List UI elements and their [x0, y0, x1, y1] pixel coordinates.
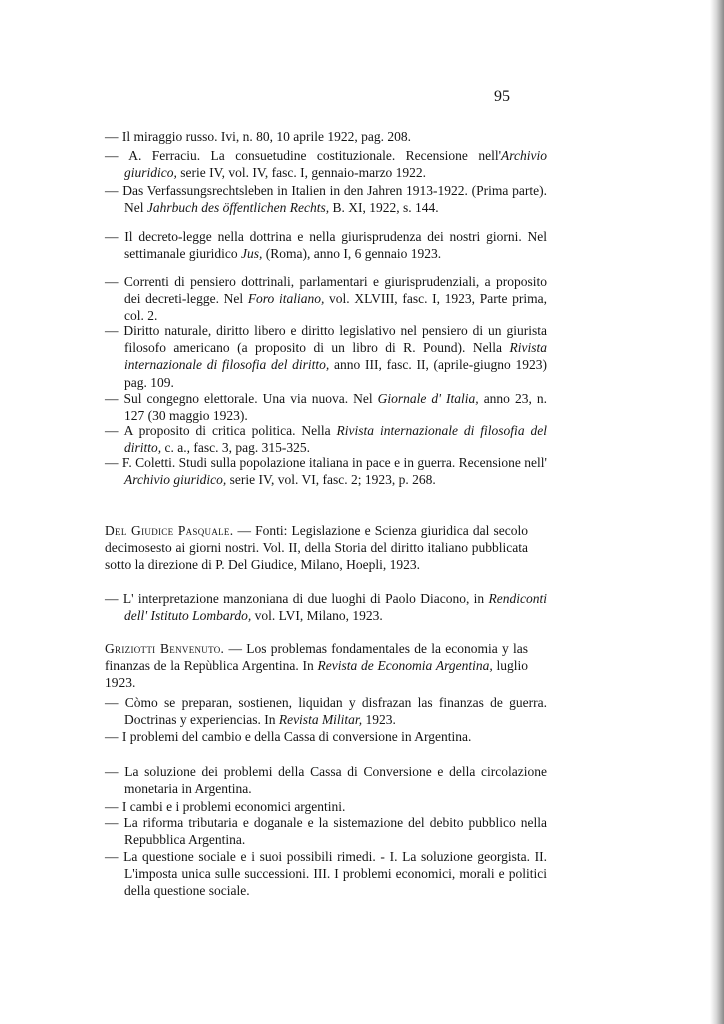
publication-title: Rendiconti dell' Istituto Lombardo, — [124, 591, 547, 624]
bibliography-entry: — La questione sociale e i suoi possibili rimedi. - I. La soluzione georgista. II. L'imposta unica sulle successioni. III. I problemi economici, morali e politici della questione sociale. — [105, 849, 547, 899]
bibliography-entry: — Correnti di pensiero dottrinali, parlamentari e giurisprudenziali, a proposito dei decreti-legge. Nel Foro italiano, vol. XLVIII, fasc. I, 1923, Parte prima, col. 2. — [105, 274, 547, 324]
bibliography-entry: — A. Ferraciu. La consuetudine costituzionale. Recensione nell'Archivio giuridico, serie IV, vol. IV, fasc. I, gennaio-marzo 1922. — [105, 148, 547, 181]
page-number: 95 — [494, 88, 510, 105]
author-name: Del Giudice Pasquale. — [105, 523, 234, 538]
publication-title: Giornale d' Italia, — [377, 391, 479, 406]
bibliography-entry: — F. Coletti. Studi sulla popolazione italiana in pace e in guerra. Recensione nell' Archivio giuridico, serie IV, vol. VI, fasc. 2; 1923, p. 268. — [105, 455, 547, 488]
bibliography-entry: Del Giudice Pasquale. — Fonti: Legislazione e Scienza giuridica dal secolo decimosesto ai giorni nostri. Vol. II, della Storia del diritto italiano pubblicata sotto la direzione di P. Del Giudice, Milano, Hoepli, 1923. — [105, 523, 529, 573]
author-name: Griziotti Benvenuto. — [105, 641, 225, 656]
publication-title: Jahrbuch des öffentlichen Rechts, — [146, 200, 330, 216]
bibliography-entry: — Das Verfassungsrechtsleben in Italien in den Jahren 1913-1922. (Prima parte). Nel Jahrbuch des öffentlichen Rechts, B. XI, 1922, s. 144. — [105, 183, 547, 216]
page-edge-shadow — [710, 0, 724, 1024]
bibliography-entry: — L' interpretazione manzoniana di due luoghi di Paolo Diacono, in Rendiconti dell' Istituto Lombardo, vol. LVI, Milano, 1923. — [105, 591, 547, 624]
publication-title: Archivio giuridico, — [124, 148, 547, 181]
bibliography-entry: — Còmo se preparan, sostienen, liquidan y disfrazan las finanzas de guerra. Doctrinas y experiencias. In Revista Militar, 1923. — [105, 695, 547, 728]
bibliography-entry: — Sul congegno elettorale. Una via nuova. Nel Giornale d' Italia, anno 23, n. 127 (30 maggio 1923). — [105, 391, 547, 424]
bibliography-entry: Griziotti Benvenuto. — Los problemas fondamentales de la economia y las finanzas de la Repùblica Argentina. In Revista de Economia Argentina, luglio 1923. — [105, 641, 529, 691]
bibliography-entry: — Il decreto-legge nella dottrina e nella giurisprudenza dei nostri giorni. Nel settimanale giuridico Jus, (Roma), anno I, 6 gennaio 1923. — [105, 229, 547, 262]
publication-title: Revista de Economia Argentina, — [317, 658, 493, 674]
bibliography-entry: — I cambi e i problemi economici argentini. — [105, 799, 346, 814]
bibliography-entry: — Diritto naturale, diritto libero e diritto legislativo nel pensiero di un giurista filosofo americano (a proposito di un libro di R. Pound). Nella Rivista internazionale di filosofia del diritto, anno III, fasc. II, (aprile-giugno 1923) pag. 109. — [105, 323, 547, 390]
bibliography-entry: — I problemi del cambio e della Cassa di conversione in Argentina. — [105, 729, 472, 744]
bibliography-entry: — A proposito di critica politica. Nella Rivista internazionale di filosofia del diritto, c. a., fasc. 3, pag. 315-325. — [105, 423, 547, 456]
publication-title: Archivio giuridico, — [124, 472, 227, 488]
bibliography-entry: — La riforma tributaria e doganale e la sistemazione del debito pubblico nella Repubblica Argentina. — [105, 815, 547, 848]
publication-title: Rivista internazionale di filosofia del diritto, — [124, 423, 547, 456]
publication-title: Rivista internazionale di filosofia del diritto, — [124, 340, 547, 373]
publication-title: Foro italiano, — [247, 291, 325, 307]
publication-title: Jus, — [240, 246, 263, 262]
bibliography-entry: — Il miraggio russo. Ivi, n. 80, 10 aprile 1922, pag. 208. — [105, 129, 411, 144]
bibliography-entry: — La soluzione dei problemi della Cassa di Conversione e della circolazione monetaria in Argentina. — [105, 764, 547, 797]
publication-title: Revista Militar, — [278, 712, 363, 728]
